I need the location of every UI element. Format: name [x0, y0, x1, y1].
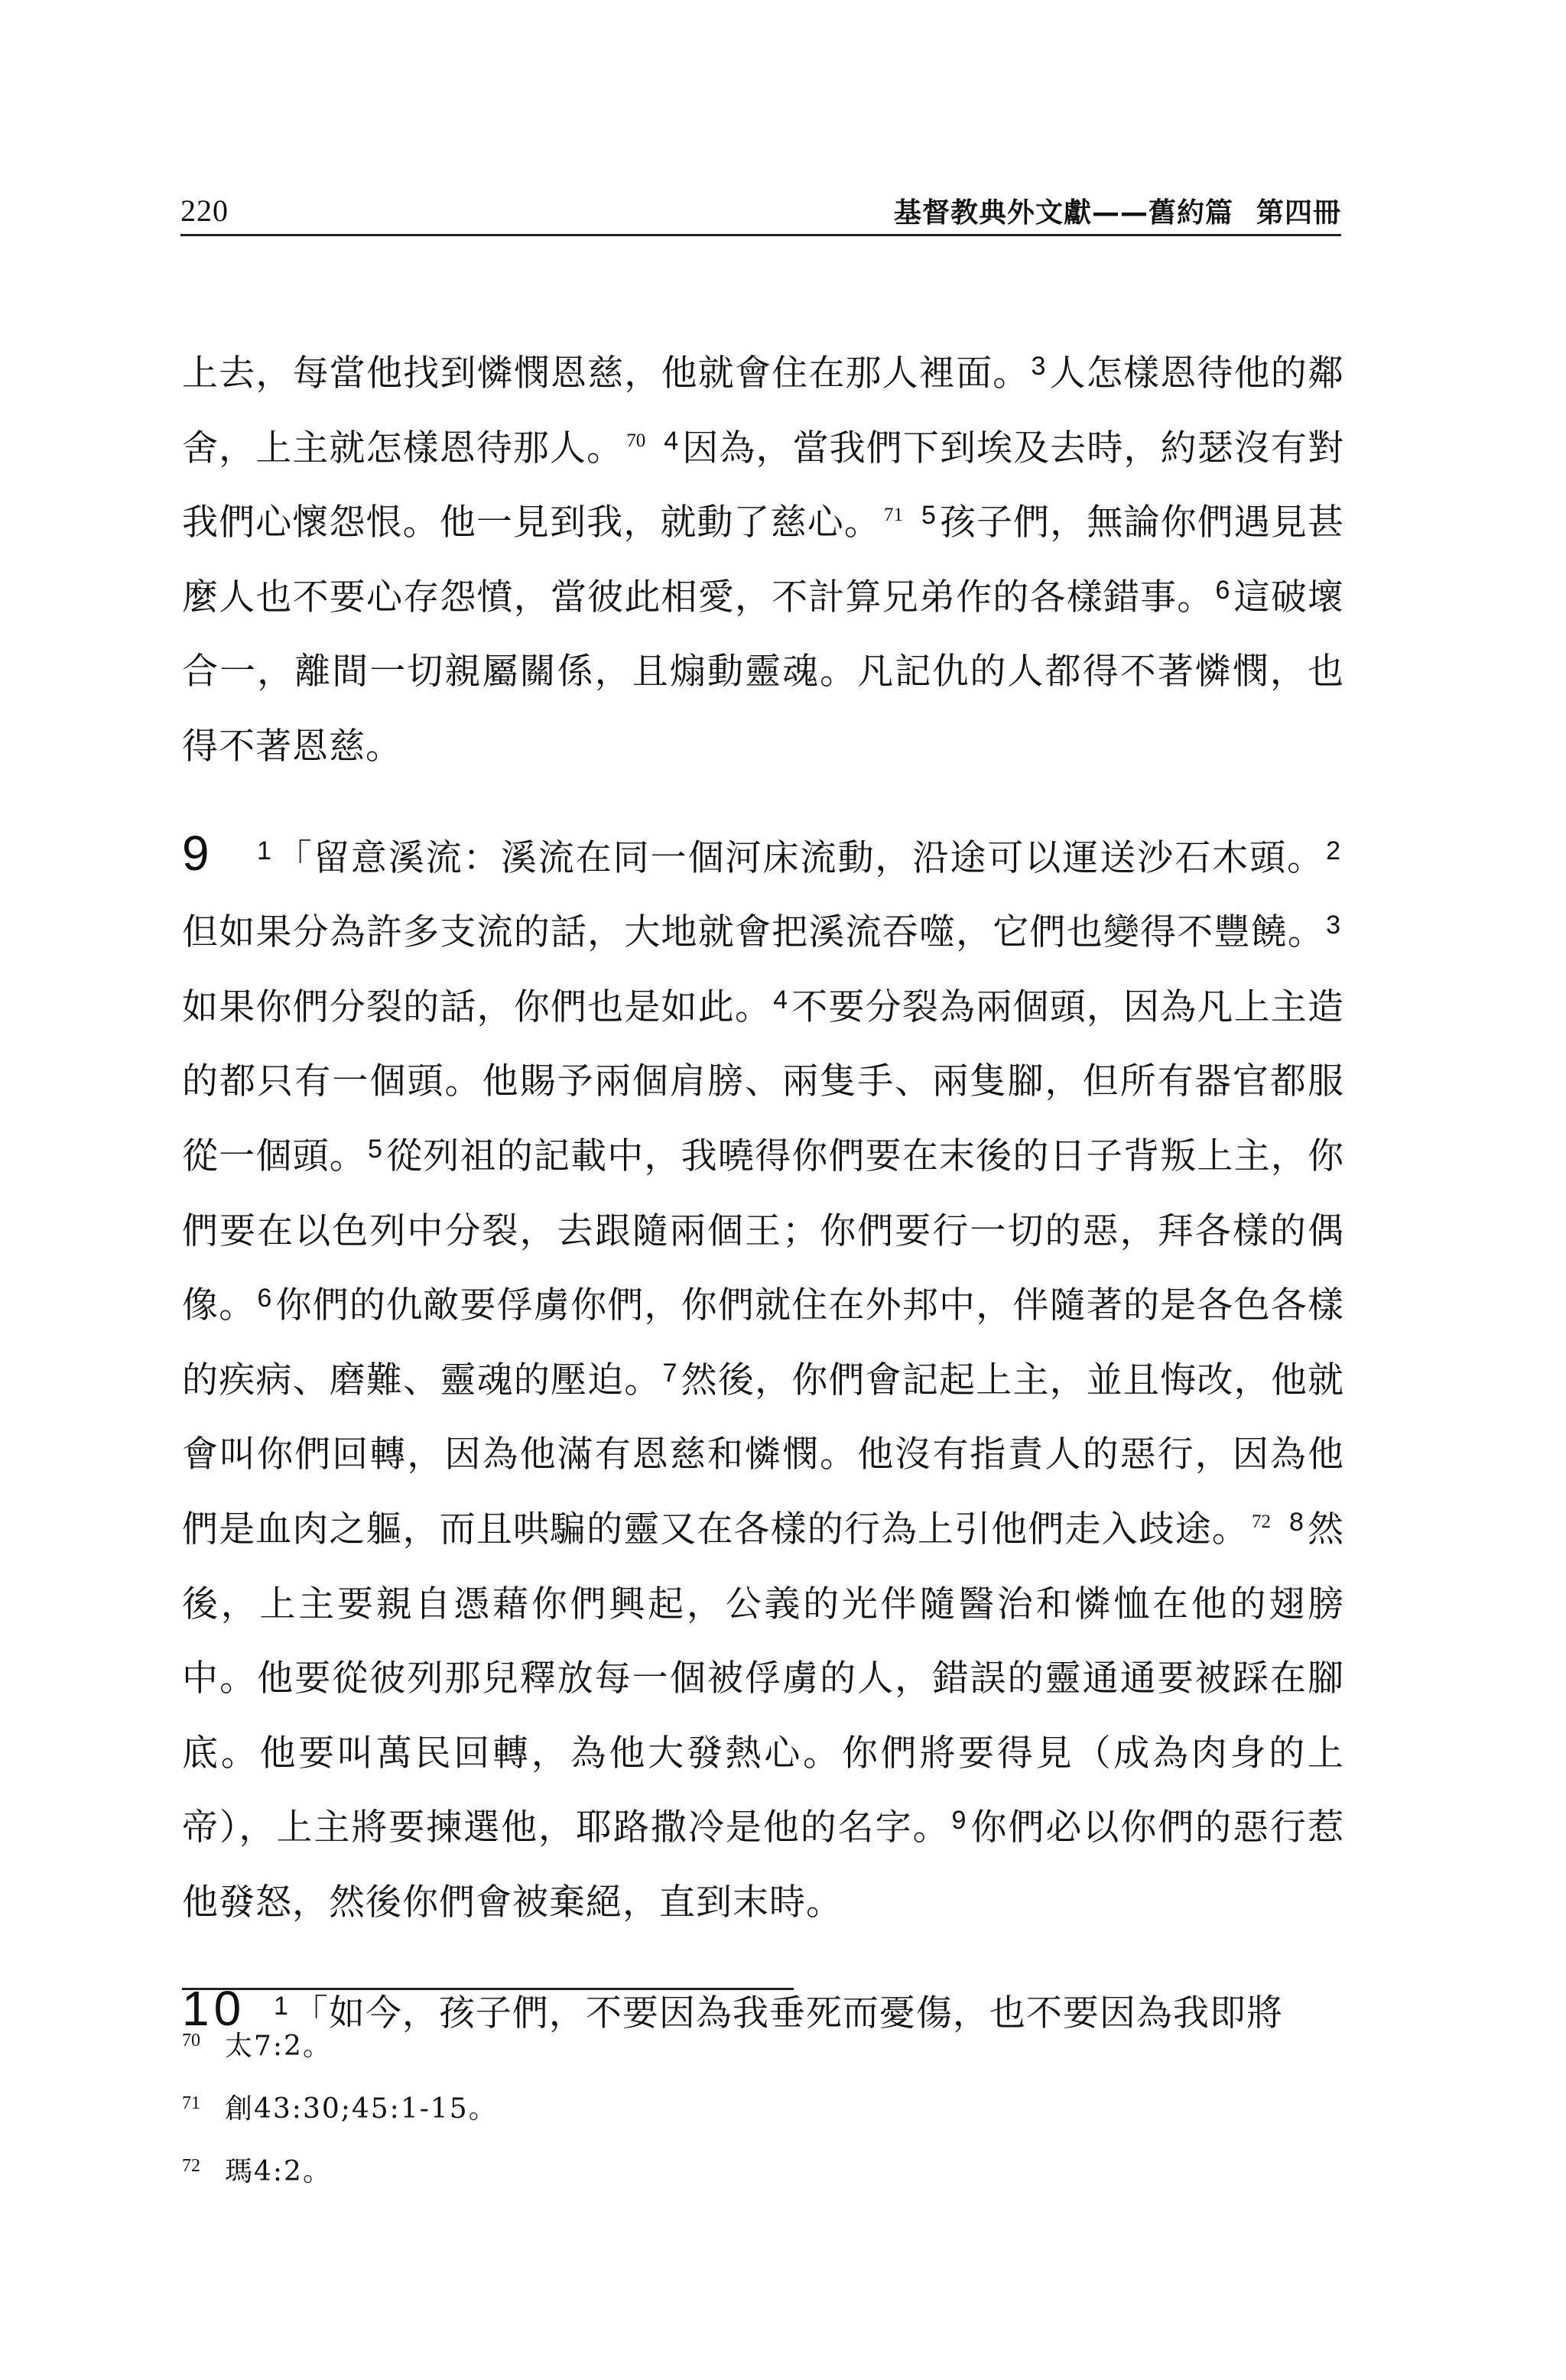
- continued-paragraph: [182, 336, 1344, 784]
- verse-text: 人怎樣恩待他的鄰舍，上主就怎樣恩待那人。: [182, 352, 1345, 469]
- footnote-item: [182, 2072, 1100, 2135]
- verse-text: 「留意溪流：溪流在同一個河床流動，沿途可以運送沙石木頭。: [275, 836, 1325, 879]
- volume-label: 第四冊: [1256, 197, 1341, 229]
- verse-text: 然後，你們會記起上主，並且悔改，他就會叫你們回轉，因為他滿有恩慈和憐憫。他沒有指責人的惡行，因為他們是血肉之軀，而且哄騙的靈又在各樣的行為上引他們走入歧途。: [182, 1359, 1345, 1550]
- chapter-number: 9: [182, 825, 210, 881]
- verse-number: 6: [257, 1284, 273, 1313]
- footnote-text: 瑪4:2。: [225, 2156, 332, 2187]
- footnote-reference: 71: [883, 505, 903, 526]
- verse-text: 因為，當我們下到埃及去時，約瑟沒有對我們心懷怨恨。他一見到我，就動了慈心。: [182, 427, 1345, 544]
- verse-text: 「如今，孩子們，不要因為我垂死而憂傷，也不要因為我即將: [291, 1992, 1283, 2035]
- verse-text: 孩子們，無論你們遇見甚麼人也不要心存怨憤，當彼此相愛，不計算兄弟作的各樣錯事。: [182, 502, 1345, 619]
- verse-number: 7: [662, 1358, 678, 1388]
- running-title: [894, 191, 1341, 230]
- footnote-mark: 72: [182, 2156, 200, 2176]
- verse-text: 上去，每當他找到憐憫恩慈，他就會住在那人裡面。: [182, 352, 1030, 395]
- verse-text: 你們的仇敵要俘虜你們，你們就住在外邦中，伴隨著的是各色各樣的疾病、磨難、靈魂的壓迫。: [182, 1284, 1345, 1401]
- verse-text: 然後，上主要親自憑藉你們興起，公義的光伴隨醫治和憐恤在他的翅膀中。他要從彼列那兒釋放每一個被俘虜的人，錯誤的靈通通要被踩在腳底。他要叫萬民回轉，為他大發熱心。你們將要得見（成為肉身的上帝），上主將要揀選他，耶路撒冷是他的名字。: [182, 1508, 1345, 1849]
- footnotes: [182, 2009, 1100, 2197]
- book-title: 基督教典外文獻——舊約篇: [893, 197, 1233, 229]
- verse-text: 這破壞合一，離間一切親屬關係，且煽動靈魂。凡記仇的人都得不著憐憫，也得不著恩慈。: [182, 576, 1345, 768]
- verse-text: 但如果分為許多支流的話，大地就會把溪流吞噬，它們也變得不豐饒。: [182, 911, 1325, 954]
- page-number: 220: [180, 193, 229, 228]
- footnote-item: [182, 2009, 1100, 2072]
- verse-number: 4: [664, 426, 680, 456]
- verse-number: 3: [1031, 352, 1047, 381]
- verse-number: 1: [257, 836, 272, 865]
- verse-number: 6: [1215, 575, 1231, 605]
- footnote-text: 創43:30;45:1-15。: [225, 2093, 498, 2125]
- verse-number: 8: [1288, 1507, 1304, 1537]
- verse-text: 從列祖的記載中，我曉得你們要在末後的日子背叛上主，你們要在以色列中分裂，去跟隨兩個王；你們要行一切的惡，拜各樣的偶像。: [182, 1135, 1345, 1327]
- footnote-divider: [182, 1988, 794, 1990]
- verse-number: 3: [1326, 911, 1341, 940]
- verse-text: 不要分裂為兩個頭，因為凡上主造的都只有一個頭。他賜予兩個肩膀、兩隻手、兩隻腳，但所有器官都服從一個頭。: [182, 985, 1345, 1177]
- footnote-mark: 71: [182, 2093, 200, 2113]
- footnote-text: 太7:2。: [225, 2031, 332, 2062]
- verse-text: 你們必以你們的惡行惹他發怒，然後你們會被棄絕，直到末時。: [182, 1807, 1345, 1924]
- chapter-number: 10: [182, 1981, 246, 2037]
- verse-number: 5: [921, 501, 937, 531]
- verse-text: 如果你們分裂的話，你們也是如此。: [182, 985, 772, 1028]
- footnote-reference: 70: [626, 430, 646, 451]
- verse-number: 1: [274, 1992, 289, 2021]
- chapter-paragraph: [182, 817, 1344, 1940]
- verse-number: 5: [367, 1134, 383, 1164]
- verse-number: 4: [773, 985, 789, 1015]
- verse-number: 9: [951, 1806, 967, 1836]
- footnote-mark: 70: [182, 2031, 200, 2050]
- footnote-item: [182, 2135, 1100, 2197]
- body-text: [182, 336, 1344, 2051]
- footnote-reference: 72: [1251, 1511, 1271, 1532]
- running-header: [180, 188, 1341, 236]
- verse-number: 2: [1326, 836, 1341, 865]
